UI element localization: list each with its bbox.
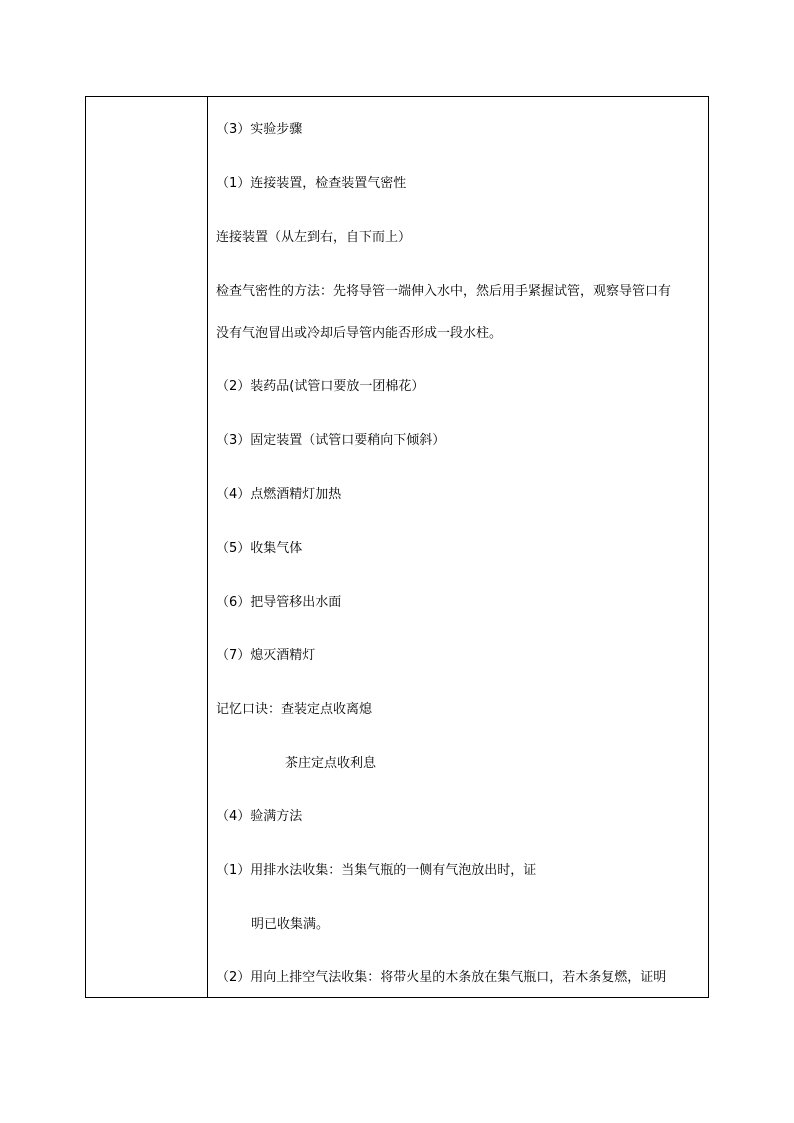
connect-order-text: 连接装置（从左到右，自下而上） (216, 230, 412, 245)
step-1-connect-check: （1）连接装置，检查装置气密性 (216, 176, 407, 191)
airtightness-method-line-2: 没有气泡冒出或冷却后导管内能否形成一段水柱。 (216, 326, 503, 341)
step-2-load-reagents: （2）装药品(试管口要放一团棉花） (216, 379, 425, 394)
right-column-cell (208, 97, 708, 997)
heading-experiment-steps: （3）实验步骤 (216, 122, 303, 137)
step-6-remove-tube: （6）把导管移出水面 (216, 595, 342, 610)
mnemonic-line-2: 茶庄定点收利息 (285, 756, 377, 771)
upward-air-method-line: （2）用向上排空气法收集：将带火星的木条放在集气瓶口，若木条复燃，证明 (216, 970, 667, 985)
step-3-fix-apparatus: （3）固定装置（试管口要稍向下倾斜） (216, 433, 446, 448)
content-table (85, 96, 709, 998)
step-4-heat: （4）点燃酒精灯加热 (216, 487, 342, 502)
mnemonic-line-1: 记忆口诀：查装定点收离熄 (216, 702, 373, 717)
water-method-line-2: 明已收集满。 (251, 917, 330, 932)
heading-full-check-method: （4）验满方法 (216, 809, 303, 824)
step-7-extinguish-lamp: （7）熄灭酒精灯 (216, 648, 316, 663)
left-column-cell (86, 97, 208, 997)
step-5-collect-gas: （5）收集气体 (216, 541, 303, 556)
airtightness-method-line-1: 检查气密性的方法：先将导管一端伸入水中，然后用手紧握试管，观察导管口有 (216, 284, 672, 299)
water-method-line-1: （1）用排水法收集：当集气瓶的一侧有气泡放出时，证 (216, 863, 537, 878)
